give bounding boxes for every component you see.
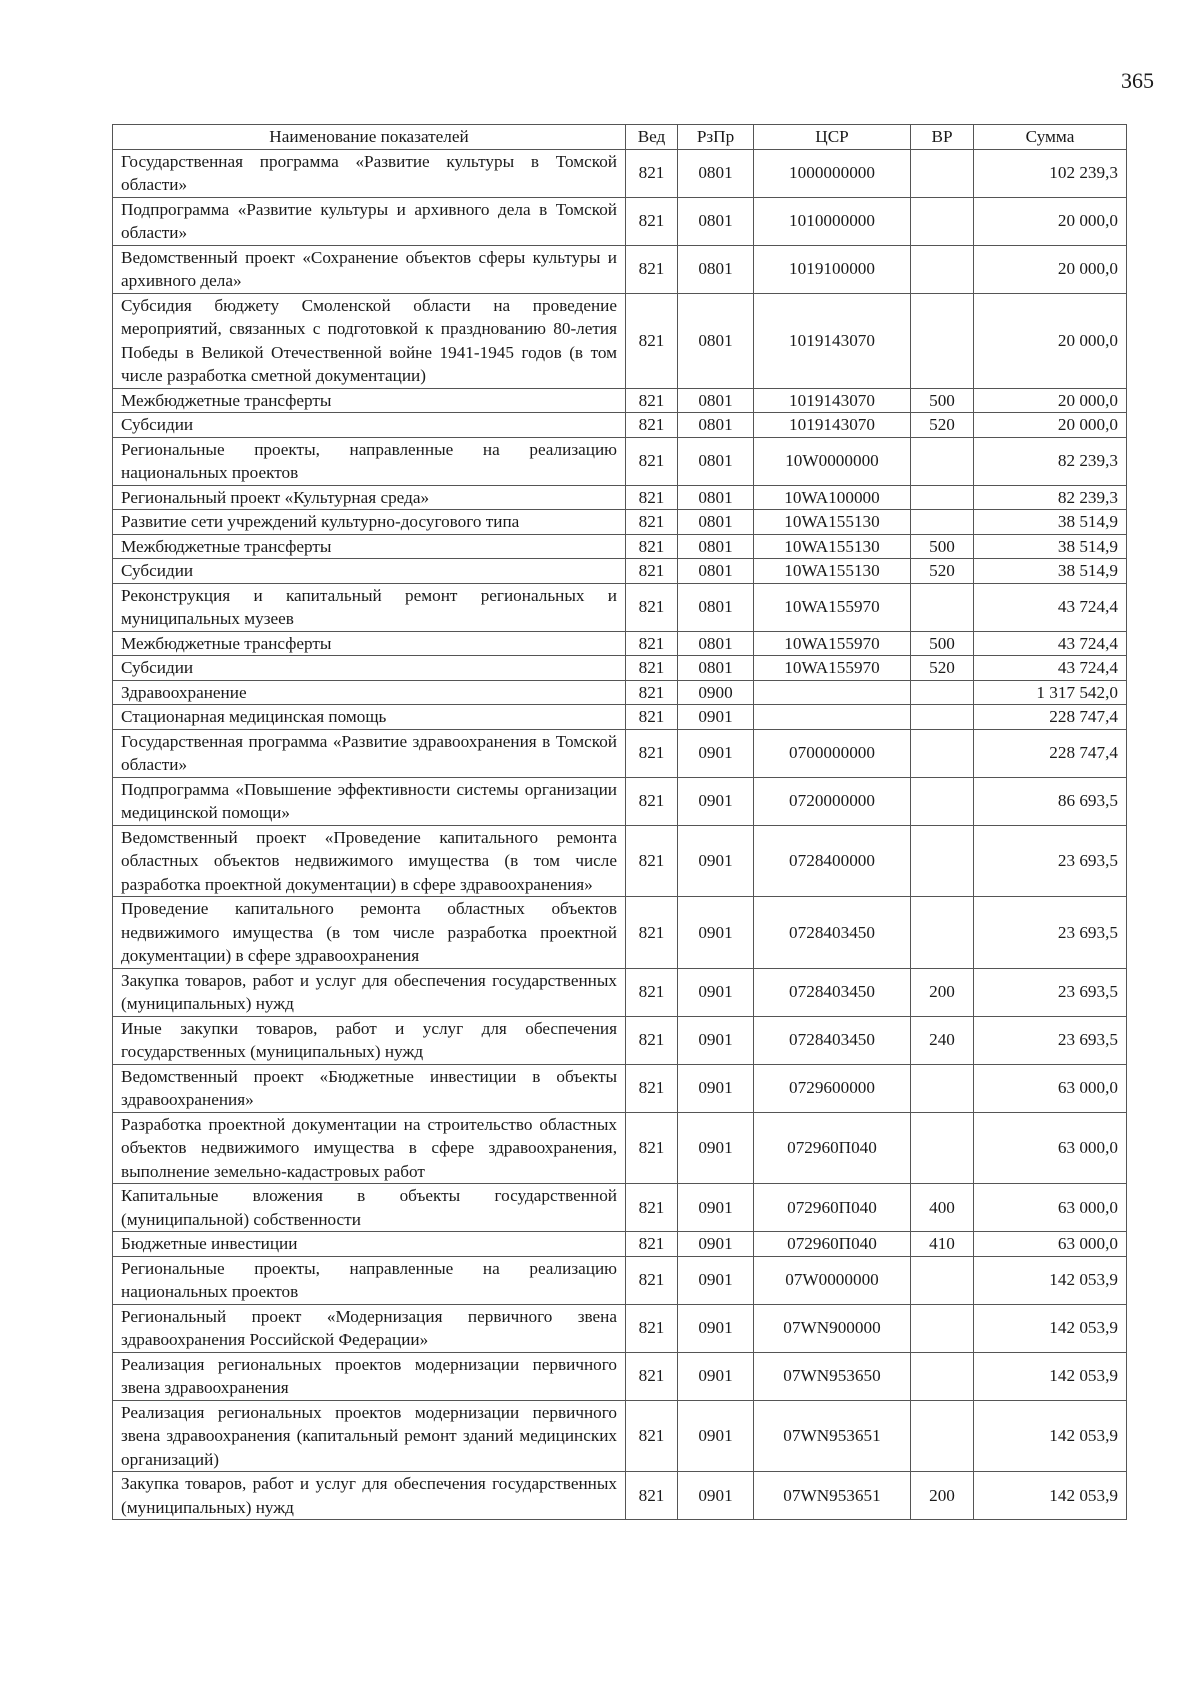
cell-ved: 821 — [626, 245, 678, 293]
cell-vr: 240 — [911, 1016, 974, 1064]
cell-vr — [911, 583, 974, 631]
cell-csr: 07WN953650 — [754, 1352, 911, 1400]
cell-vr: 500 — [911, 534, 974, 559]
cell-ved: 821 — [626, 413, 678, 438]
column-header-csr: ЦСР — [754, 125, 911, 150]
cell-csr: 1000000000 — [754, 149, 911, 197]
cell-name: Закупка товаров, работ и услуг для обеспечения государственных (муниципальных) нужд — [113, 1472, 626, 1520]
cell-sum: 63 000,0 — [974, 1112, 1127, 1184]
cell-rzpr: 0801 — [678, 559, 754, 584]
cell-name: Региональный проект «Культурная среда» — [113, 485, 626, 510]
cell-ved: 821 — [626, 1016, 678, 1064]
cell-rzpr: 0901 — [678, 1184, 754, 1232]
cell-vr — [911, 1064, 974, 1112]
column-header-rzpr: РзПр — [678, 125, 754, 150]
table-header-row — [113, 125, 1127, 150]
cell-ved: 821 — [626, 631, 678, 656]
cell-vr: 520 — [911, 413, 974, 438]
cell-ved: 821 — [626, 705, 678, 730]
cell-csr: 1019100000 — [754, 245, 911, 293]
cell-rzpr: 0901 — [678, 968, 754, 1016]
column-header-name: Наименование показателей — [113, 125, 626, 150]
cell-ved: 821 — [626, 777, 678, 825]
cell-vr — [911, 510, 974, 535]
cell-rzpr: 0801 — [678, 149, 754, 197]
cell-vr: 200 — [911, 1472, 974, 1520]
cell-sum: 20 000,0 — [974, 245, 1127, 293]
cell-name: Иные закупки товаров, работ и услуг для обеспечения государственных (муниципальных) нужд — [113, 1016, 626, 1064]
cell-name: Здравоохранение — [113, 680, 626, 705]
cell-vr — [911, 485, 974, 510]
cell-csr: 07WN953651 — [754, 1472, 911, 1520]
cell-csr — [754, 680, 911, 705]
cell-name: Разработка проектной документации на строительство областных объектов недвижимого имущества в сфере здравоохранения, выполнение земельно-кадастровых работ — [113, 1112, 626, 1184]
cell-ved: 821 — [626, 1232, 678, 1257]
cell-ved: 821 — [626, 197, 678, 245]
cell-name: Субсидии — [113, 559, 626, 584]
table-row — [113, 1256, 1127, 1304]
cell-name: Государственная программа «Развитие здравоохранения в Томской области» — [113, 729, 626, 777]
cell-csr: 10WA155130 — [754, 534, 911, 559]
table-row — [113, 1016, 1127, 1064]
cell-sum: 142 053,9 — [974, 1256, 1127, 1304]
cell-rzpr: 0801 — [678, 293, 754, 388]
cell-name: Ведомственный проект «Бюджетные инвестиции в объекты здравоохранения» — [113, 1064, 626, 1112]
cell-vr: 500 — [911, 631, 974, 656]
cell-csr: 10WA155130 — [754, 510, 911, 535]
cell-name: Субсидии — [113, 413, 626, 438]
cell-vr: 520 — [911, 559, 974, 584]
cell-csr: 072960П040 — [754, 1184, 911, 1232]
cell-sum: 43 724,4 — [974, 583, 1127, 631]
cell-ved: 821 — [626, 968, 678, 1016]
cell-csr — [754, 705, 911, 730]
cell-rzpr: 0901 — [678, 1472, 754, 1520]
cell-vr: 200 — [911, 968, 974, 1016]
table-row — [113, 293, 1127, 388]
cell-csr: 10WA155970 — [754, 631, 911, 656]
cell-rzpr: 0901 — [678, 1352, 754, 1400]
cell-ved: 821 — [626, 825, 678, 897]
cell-vr — [911, 1400, 974, 1472]
cell-rzpr: 0901 — [678, 1232, 754, 1257]
cell-rzpr: 0901 — [678, 825, 754, 897]
table-row — [113, 197, 1127, 245]
cell-vr: 410 — [911, 1232, 974, 1257]
cell-ved: 821 — [626, 1112, 678, 1184]
cell-name: Подпрограмма «Развитие культуры и архивного дела в Томской области» — [113, 197, 626, 245]
cell-csr: 1019143070 — [754, 293, 911, 388]
cell-sum: 23 693,5 — [974, 968, 1127, 1016]
cell-vr — [911, 777, 974, 825]
cell-csr: 0729600000 — [754, 1064, 911, 1112]
cell-csr: 10W0000000 — [754, 437, 911, 485]
table-row — [113, 1352, 1127, 1400]
cell-sum: 38 514,9 — [974, 534, 1127, 559]
cell-csr: 1019143070 — [754, 388, 911, 413]
cell-name: Региональные проекты, направленные на реализацию национальных проектов — [113, 437, 626, 485]
cell-name: Подпрограмма «Повышение эффективности системы организации медицинской помощи» — [113, 777, 626, 825]
cell-rzpr: 0901 — [678, 777, 754, 825]
cell-csr: 1019143070 — [754, 413, 911, 438]
cell-sum: 82 239,3 — [974, 485, 1127, 510]
table-row — [113, 705, 1127, 730]
table-row — [113, 1064, 1127, 1112]
cell-csr: 0728403450 — [754, 968, 911, 1016]
cell-csr: 072960П040 — [754, 1112, 911, 1184]
cell-rzpr: 0801 — [678, 388, 754, 413]
cell-vr — [911, 437, 974, 485]
cell-rzpr: 0900 — [678, 680, 754, 705]
table-row — [113, 583, 1127, 631]
cell-ved: 821 — [626, 1400, 678, 1472]
cell-ved: 821 — [626, 583, 678, 631]
cell-csr: 0720000000 — [754, 777, 911, 825]
cell-vr — [911, 293, 974, 388]
cell-rzpr: 0801 — [678, 583, 754, 631]
cell-sum: 38 514,9 — [974, 510, 1127, 535]
cell-vr — [911, 825, 974, 897]
cell-rzpr: 0801 — [678, 631, 754, 656]
table-row — [113, 825, 1127, 897]
cell-sum: 63 000,0 — [974, 1232, 1127, 1257]
cell-ved: 821 — [626, 1064, 678, 1112]
table-row — [113, 897, 1127, 969]
cell-vr: 520 — [911, 656, 974, 681]
table-row — [113, 510, 1127, 535]
cell-sum: 142 053,9 — [974, 1400, 1127, 1472]
table-row — [113, 388, 1127, 413]
cell-vr — [911, 680, 974, 705]
cell-rzpr: 0801 — [678, 437, 754, 485]
cell-name: Межбюджетные трансферты — [113, 534, 626, 559]
cell-sum: 142 053,9 — [974, 1472, 1127, 1520]
table-row — [113, 1400, 1127, 1472]
table-row — [113, 1472, 1127, 1520]
cell-rzpr: 0901 — [678, 897, 754, 969]
cell-ved: 821 — [626, 1304, 678, 1352]
cell-name: Развитие сети учреждений культурно-досугового типа — [113, 510, 626, 535]
cell-csr: 10WA100000 — [754, 485, 911, 510]
cell-sum: 43 724,4 — [974, 631, 1127, 656]
cell-sum: 23 693,5 — [974, 825, 1127, 897]
table-row — [113, 437, 1127, 485]
cell-ved: 821 — [626, 149, 678, 197]
cell-name: Субсидия бюджету Смоленской области на проведение мероприятий, связанных с подготовкой к празднованию 80-летия Победы в Великой Отечественной войне 1941-1945 годов (в том числе разработка сметной документации) — [113, 293, 626, 388]
cell-ved: 821 — [626, 510, 678, 535]
cell-name: Ведомственный проект «Проведение капитального ремонта областных объектов недвижимого имущества (в том числе разработка проектной документации) в сфере здравоохранения» — [113, 825, 626, 897]
cell-name: Субсидии — [113, 656, 626, 681]
cell-rzpr: 0901 — [678, 1256, 754, 1304]
cell-ved: 821 — [626, 656, 678, 681]
cell-vr — [911, 197, 974, 245]
cell-sum: 20 000,0 — [974, 388, 1127, 413]
cell-csr: 1010000000 — [754, 197, 911, 245]
page-number: 365 — [1121, 68, 1154, 93]
cell-rzpr: 0801 — [678, 197, 754, 245]
table-row — [113, 729, 1127, 777]
cell-csr: 10WA155130 — [754, 559, 911, 584]
cell-vr: 500 — [911, 388, 974, 413]
cell-ved: 821 — [626, 1184, 678, 1232]
cell-ved: 821 — [626, 1472, 678, 1520]
cell-rzpr: 0801 — [678, 413, 754, 438]
column-header-vr: ВР — [911, 125, 974, 150]
table-row — [113, 534, 1127, 559]
cell-name: Бюджетные инвестиции — [113, 1232, 626, 1257]
cell-sum: 1 317 542,0 — [974, 680, 1127, 705]
cell-rzpr: 0801 — [678, 485, 754, 510]
cell-rzpr: 0801 — [678, 245, 754, 293]
cell-rzpr: 0901 — [678, 1400, 754, 1472]
column-header-sum: Сумма — [974, 125, 1127, 150]
table-row — [113, 245, 1127, 293]
table-row — [113, 1112, 1127, 1184]
cell-ved: 821 — [626, 293, 678, 388]
table-row — [113, 777, 1127, 825]
cell-sum: 228 747,4 — [974, 705, 1127, 730]
cell-sum: 142 053,9 — [974, 1352, 1127, 1400]
cell-name: Региональные проекты, направленные на реализацию национальных проектов — [113, 1256, 626, 1304]
cell-vr — [911, 705, 974, 730]
table-body — [113, 149, 1127, 1520]
cell-sum: 43 724,4 — [974, 656, 1127, 681]
cell-csr: 07WN953651 — [754, 1400, 911, 1472]
table-row — [113, 559, 1127, 584]
cell-csr: 07W0000000 — [754, 1256, 911, 1304]
cell-name: Реализация региональных проектов модернизации первичного звена здравоохранения (капитальный ремонт зданий медицинских организаций) — [113, 1400, 626, 1472]
cell-csr: 0728403450 — [754, 897, 911, 969]
cell-sum: 86 693,5 — [974, 777, 1127, 825]
cell-name: Межбюджетные трансферты — [113, 388, 626, 413]
cell-name: Ведомственный проект «Сохранение объектов сферы культуры и архивного дела» — [113, 245, 626, 293]
cell-vr: 400 — [911, 1184, 974, 1232]
cell-csr: 072960П040 — [754, 1232, 911, 1257]
cell-name: Региональный проект «Модернизация первичного звена здравоохранения Российской Федерации» — [113, 1304, 626, 1352]
cell-ved: 821 — [626, 534, 678, 559]
cell-sum: 38 514,9 — [974, 559, 1127, 584]
cell-csr: 0728400000 — [754, 825, 911, 897]
cell-sum: 63 000,0 — [974, 1184, 1127, 1232]
table-row — [113, 656, 1127, 681]
table-row — [113, 149, 1127, 197]
cell-ved: 821 — [626, 388, 678, 413]
cell-ved: 821 — [626, 1352, 678, 1400]
table-row — [113, 1184, 1127, 1232]
cell-name: Реконструкция и капитальный ремонт региональных и муниципальных музеев — [113, 583, 626, 631]
cell-sum: 142 053,9 — [974, 1304, 1127, 1352]
table-row — [113, 680, 1127, 705]
cell-sum: 63 000,0 — [974, 1064, 1127, 1112]
cell-ved: 821 — [626, 729, 678, 777]
cell-rzpr: 0801 — [678, 656, 754, 681]
cell-sum: 20 000,0 — [974, 293, 1127, 388]
cell-sum: 23 693,5 — [974, 897, 1127, 969]
cell-rzpr: 0901 — [678, 729, 754, 777]
cell-name: Стационарная медицинская помощь — [113, 705, 626, 730]
cell-vr — [911, 897, 974, 969]
cell-vr — [911, 729, 974, 777]
cell-vr — [911, 149, 974, 197]
cell-vr — [911, 1256, 974, 1304]
cell-rzpr: 0901 — [678, 1112, 754, 1184]
cell-rzpr: 0901 — [678, 1304, 754, 1352]
cell-sum: 20 000,0 — [974, 413, 1127, 438]
cell-rzpr: 0901 — [678, 1016, 754, 1064]
cell-ved: 821 — [626, 437, 678, 485]
table-row — [113, 968, 1127, 1016]
cell-sum: 82 239,3 — [974, 437, 1127, 485]
cell-name: Капитальные вложения в объекты государственной (муниципальной) собственности — [113, 1184, 626, 1232]
cell-ved: 821 — [626, 485, 678, 510]
cell-sum: 102 239,3 — [974, 149, 1127, 197]
table-row — [113, 631, 1127, 656]
cell-csr: 10WA155970 — [754, 583, 911, 631]
table-row — [113, 1232, 1127, 1257]
cell-name: Проведение капитального ремонта областных объектов недвижимого имущества (в том числе разработка проектной документации) в сфере здравоохранения — [113, 897, 626, 969]
cell-name: Межбюджетные трансферты — [113, 631, 626, 656]
cell-name: Закупка товаров, работ и услуг для обеспечения государственных (муниципальных) нужд — [113, 968, 626, 1016]
cell-sum: 228 747,4 — [974, 729, 1127, 777]
cell-vr — [911, 1352, 974, 1400]
table-row — [113, 413, 1127, 438]
cell-vr — [911, 245, 974, 293]
cell-ved: 821 — [626, 680, 678, 705]
cell-csr: 10WA155970 — [754, 656, 911, 681]
cell-name: Государственная программа «Развитие культуры в Томской области» — [113, 149, 626, 197]
cell-ved: 821 — [626, 1256, 678, 1304]
cell-rzpr: 0901 — [678, 1064, 754, 1112]
cell-ved: 821 — [626, 559, 678, 584]
column-header-ved: Вед — [626, 125, 678, 150]
cell-csr: 07WN900000 — [754, 1304, 911, 1352]
cell-rzpr: 0801 — [678, 534, 754, 559]
cell-rzpr: 0801 — [678, 510, 754, 535]
cell-ved: 821 — [626, 897, 678, 969]
cell-sum: 23 693,5 — [974, 1016, 1127, 1064]
cell-csr: 0700000000 — [754, 729, 911, 777]
cell-vr — [911, 1112, 974, 1184]
cell-csr: 0728403450 — [754, 1016, 911, 1064]
table-row — [113, 1304, 1127, 1352]
budget-table — [112, 124, 1127, 1520]
cell-vr — [911, 1304, 974, 1352]
cell-rzpr: 0901 — [678, 705, 754, 730]
table-row — [113, 485, 1127, 510]
cell-name: Реализация региональных проектов модернизации первичного звена здравоохранения — [113, 1352, 626, 1400]
cell-sum: 20 000,0 — [974, 197, 1127, 245]
